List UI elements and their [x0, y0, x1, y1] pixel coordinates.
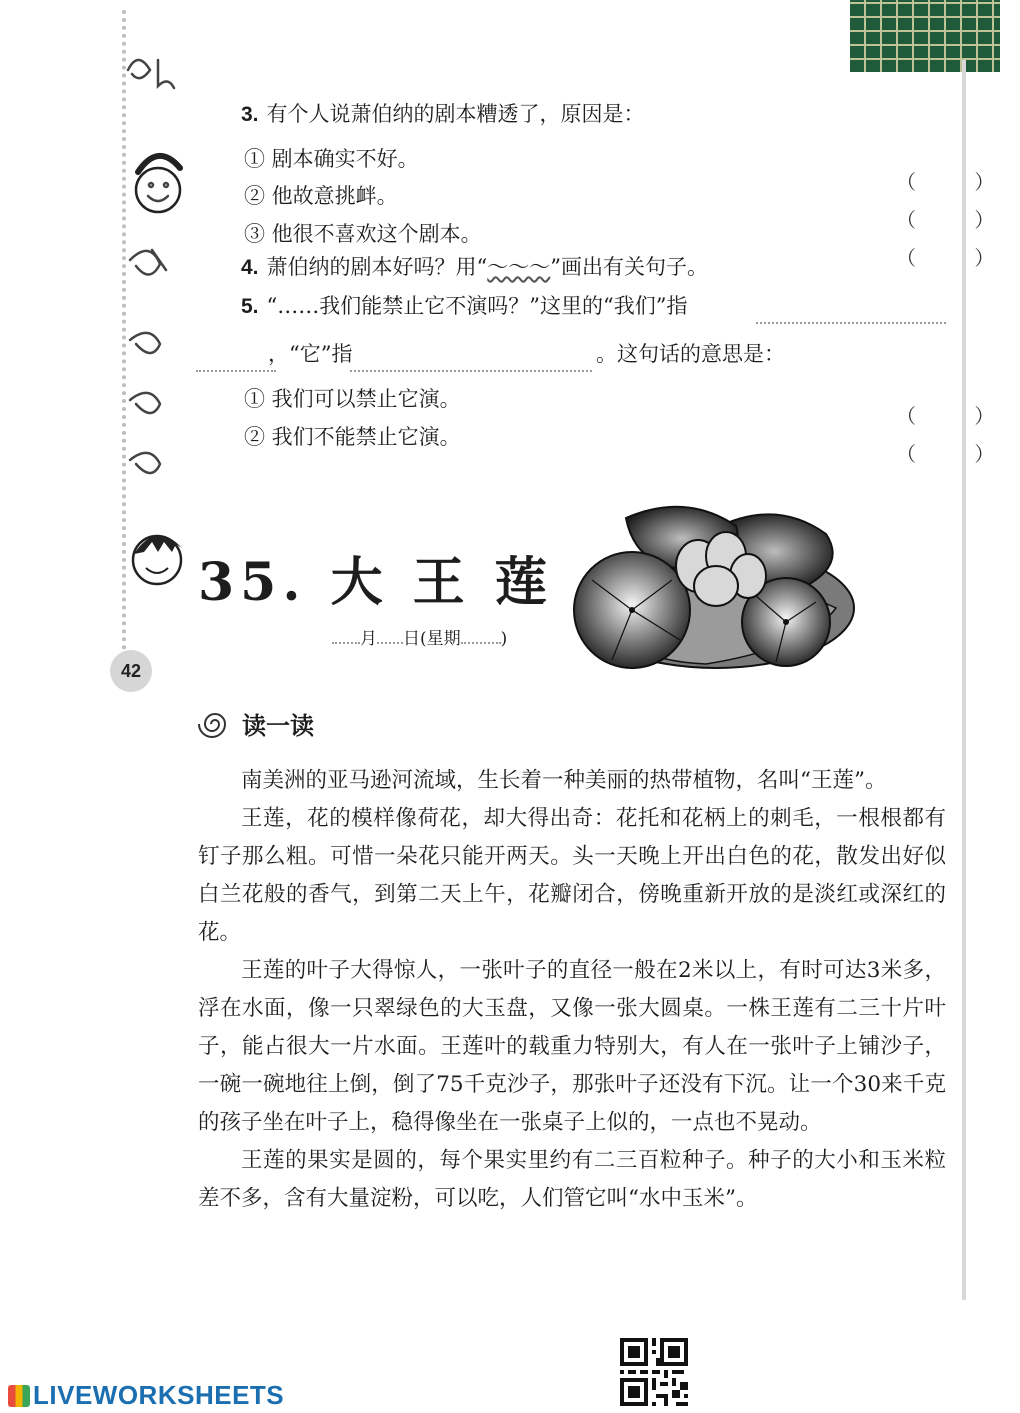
option-3-1[interactable]: ① 剧本确实不好。 [244, 147, 419, 171]
decorative-handwriting-icon [118, 40, 188, 500]
answer-blank-we-cont[interactable] [196, 370, 276, 372]
question-number: 3. [241, 103, 259, 126]
question-text: “……我们能禁止它不演吗？”这里的“我们”指 [266, 294, 688, 318]
month-label: 月 [360, 629, 377, 649]
answer-paren-3-3[interactable]: （ ） [896, 246, 1020, 270]
water-lily-illustration [566, 498, 856, 676]
swirl-icon [196, 709, 234, 739]
option-5-2[interactable]: ② 我们不能禁止它演。 [244, 425, 461, 449]
date-line [332, 624, 507, 649]
answer-paren-5-1[interactable]: （ ） [896, 404, 1020, 428]
page-number: 42 [110, 650, 152, 692]
month-blank[interactable] [332, 642, 360, 644]
answer-paren-5-2[interactable]: （ ） [896, 442, 1020, 466]
passage-paragraph: 南美洲的亚马逊河流域，生长着一种美丽的热带植物，名叫“王莲”。 [241, 768, 887, 793]
question-4 [241, 257, 708, 278]
brand-badge-icon [8, 1385, 30, 1407]
day-label: 日(星期 [403, 629, 461, 649]
question-number: 4. [241, 256, 259, 279]
answer-paren-3-2[interactable]: （ ） [896, 208, 1020, 232]
child-face-icon [126, 526, 188, 588]
option-3-3[interactable]: ③ 他很不喜欢这个剧本。 [244, 222, 482, 246]
passage-paragraph: 王莲，花的模样像荷花，却大得出奇：花托和花柄上的刺毛，一根根都有钉子那么粗。可惜一朵花只能开两天。头一天晚上开出白色的花，散发出好似白兰花般的香气，到第二天上午，花瓣闭合，傍晚重新开放的是淡红或深红的花。 [198, 806, 946, 945]
option-5-1[interactable]: ① 我们可以禁止它演。 [244, 387, 461, 411]
question-3 [241, 104, 645, 125]
passage-paragraph: 王莲的果实是圆的，每个果实里约有二三百粒种子。种子的大小和玉米粒差不多，含有大量淀粉，可以吃，人们管它叫“水中玉米”。 [198, 1148, 946, 1211]
weekday-blank[interactable] [461, 642, 501, 644]
brand-text: LIVEWORKSHEETS [33, 1380, 285, 1410]
question-text: 萧伯纳的剧本好吗？用“ [266, 255, 488, 279]
wavy-line-symbol: ～～～ [487, 255, 551, 279]
question-5 [241, 296, 687, 317]
qr-code-icon[interactable] [620, 1338, 688, 1406]
answer-blank-we[interactable] [756, 322, 946, 324]
liveworksheets-logo[interactable] [8, 1380, 284, 1411]
reading-passage [198, 762, 946, 1218]
question-text: ”画出有关句子。 [550, 255, 709, 279]
option-3-2[interactable]: ② 他故意挑衅。 [244, 184, 398, 208]
read-section-header [196, 706, 314, 741]
day-blank[interactable] [377, 642, 403, 644]
read-section-title: 读一读 [242, 711, 314, 740]
question-5-end: 。这句话的意思是： [596, 342, 785, 366]
lesson-title: 35. 大 王 莲 [198, 552, 553, 613]
corner-decoration [850, 0, 1000, 72]
answer-blank-it[interactable] [350, 370, 592, 372]
question-text: 有个人说萧伯纳的剧本糟透了，原因是： [266, 102, 645, 126]
question-5-mid: ，“它”指 [268, 342, 353, 366]
date-close: ) [500, 629, 508, 649]
question-number: 5. [241, 295, 259, 318]
answer-paren-3-1[interactable]: （ ） [896, 170, 1020, 194]
passage-paragraph: 王莲的叶子大得惊人，一张叶子的直径一般在2米以上，有时可达3米多，浮在水面，像一只翠绿色的大玉盘，又像一张大圆桌。一株王莲有二三十片叶子，能占很大一片水面。王莲叶的载重力特别大，有人在一张叶子上铺沙子，一碗一碗地往上倒，倒了75千克沙子，那张叶子还没有下沉。让一个30来千克的孩子坐在叶子上，稳得像坐在一张桌子上似的，一点也不晃动。 [198, 958, 946, 1135]
